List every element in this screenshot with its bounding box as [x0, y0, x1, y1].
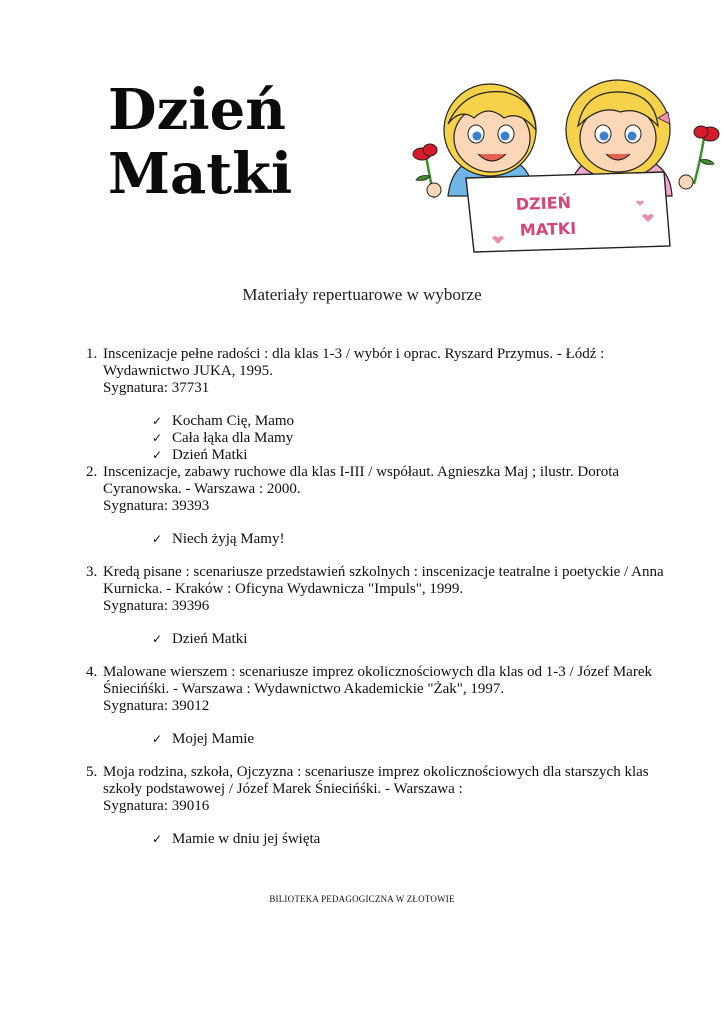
entry-number: 4. [86, 664, 98, 680]
dzien-matki-sign [466, 172, 670, 252]
checkmark-icon: ✓ [152, 414, 163, 428]
entry-number: 3. [86, 564, 98, 580]
library-footer: BILIOTEKA PEDAGOGICZNA W ZŁOTOWIE [269, 894, 455, 904]
checkmark-icon: ✓ [152, 832, 163, 846]
entry-text: Kredą pisane : scenariusze przedstawień szkolnych : inscenizacje teatralne i poetyckie / Anna Kurnicka. - Kraków : Oficyna Wydawnicza "Impuls", 1999. [103, 564, 664, 597]
repertoire-item: ✓ Mamie w dniu jej święta [152, 831, 321, 847]
entry-description [86, 764, 666, 798]
entry-description [86, 564, 666, 598]
bibliography-entry-4 [86, 664, 666, 748]
title-line-2: Matki [108, 141, 293, 207]
entry-description [86, 664, 666, 698]
repertoire-list [86, 413, 666, 464]
bibliography-entry-1 [86, 346, 666, 464]
repertoire-item: ✓ Dzień Matki [152, 447, 248, 463]
checkmark-icon: ✓ [152, 448, 163, 462]
page-subtitle: Materiały repertuarowe w wyborze [242, 285, 482, 304]
sign-line-2: MATKI [519, 218, 577, 240]
entry-number: 2. [86, 464, 98, 480]
bibliography-entry-5 [86, 764, 666, 848]
entry-text: Moja rodzina, szkoła, Ojczyzna : scenariusze imprez okolicznościowych dla starszych klas szkoły podstawowej / Józef Marek Śniecińśki. - Warszawa : [103, 764, 649, 797]
repertoire-item: ✓ Niech żyją Mamy! [152, 531, 285, 547]
repertoire-list [86, 631, 666, 648]
entry-text: Malowane wierszem : scenariusze imprez okolicznościowych dla klas od 1-3 / Józef Marek Śniecińśki. - Warszawa : Wydawnictwo Akademickie "Żak", 1997. [103, 664, 652, 697]
right-rose-icon [694, 126, 719, 184]
entry-number: 5. [86, 764, 98, 780]
entry-text: Inscenizacje pełne radości : dla klas 1-3 / wybór i oprac. Ryszard Przymus. - Łódź : Wydawnictwo JUKA, 1995. [103, 346, 605, 379]
bibliography-list [86, 346, 666, 848]
repertoire-list [86, 831, 666, 848]
bibliography-entry-3 [86, 564, 666, 648]
title-line-1: Dzień [108, 77, 286, 143]
bibliography-entry-2 [86, 464, 666, 548]
sign-line-1: DZIEŃ [515, 192, 572, 214]
page-title [108, 78, 292, 206]
checkmark-icon: ✓ [152, 632, 163, 646]
checkmark-icon: ✓ [152, 532, 163, 546]
entry-signature: Sygnatura: 39393 [103, 498, 210, 514]
repertoire-item: ✓ Cała łąka dla Mamy [152, 430, 294, 446]
repertoire-item: ✓ Dzień Matki [152, 631, 248, 647]
entry-signature: Sygnatura: 39012 [103, 698, 210, 714]
entry-number: 1. [86, 346, 98, 362]
entry-signature: Sygnatura: 39016 [103, 798, 210, 814]
entry-signature: Sygnatura: 37731 [103, 380, 210, 396]
repertoire-list [86, 531, 666, 548]
repertoire-list [86, 731, 666, 748]
entry-description [86, 464, 666, 498]
repertoire-item: ✓ Mojej Mamie [152, 731, 255, 747]
repertoire-item: ✓ Kocham Cię, Mamo [152, 413, 295, 429]
entry-text: Inscenizacje, zabawy ruchowe dla klas I-III / współaut. Agnieszka Maj ; ilustr. Dorota Cyranowska. - Warszawa : 2000. [103, 464, 620, 497]
entry-description [86, 346, 666, 380]
entry-signature: Sygnatura: 39396 [103, 598, 210, 614]
checkmark-icon: ✓ [152, 431, 163, 445]
checkmark-icon: ✓ [152, 732, 163, 746]
kids-holding-sign-illustration [408, 78, 724, 258]
